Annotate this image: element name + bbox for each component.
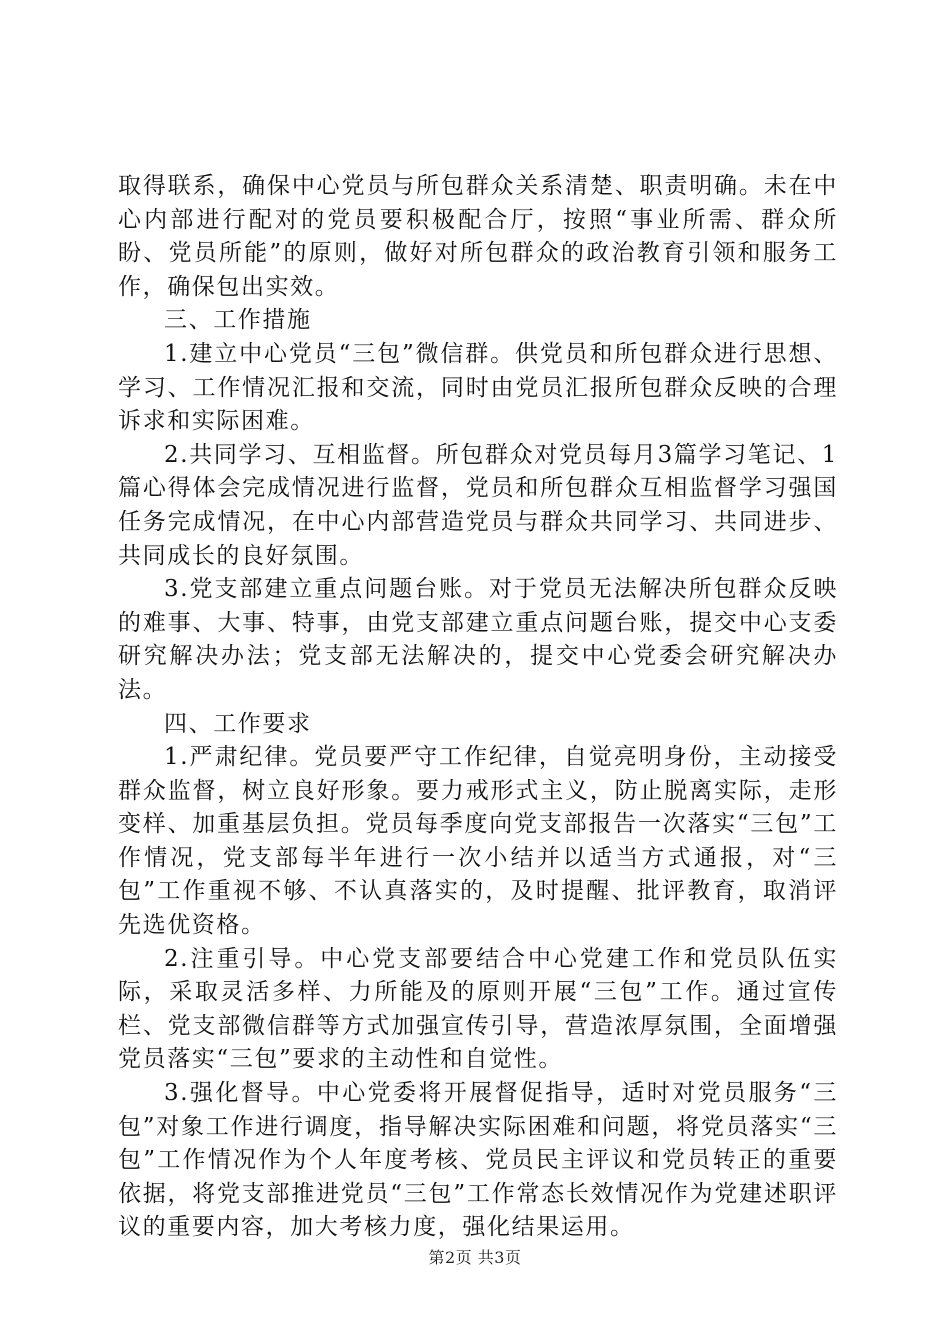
section-heading-requirements: 四、工作要求	[164, 710, 312, 737]
paragraph-requirement-1: 1.严肃纪律。党员要严守工作纪律，自觉亮明身份，主动接受群众监督，树立良好形象。要力戒形式主义，防止脱离实际，走形变样、加重基层负担。党员每季度向党支部报告一次落实“三包”工作情况，党支部每半年进行一次小结并以适当方式通报，对“三包”工作重视不够、不认真落实的，及时提醒、批评教育，取消评先选优资格。	[118, 744, 838, 939]
paragraph-requirement-2: 2.注重引导。中心党支部要结合中心党建工作和党员队伍实际，采取灵活多样、力所能及的原则开展“三包”工作。通过宣传栏、党支部微信群等方式加强宣传引导，营造浓厚氛围，全面增强党员落实“三包”要求的主动性和自觉性。	[118, 945, 838, 1073]
paragraph-requirement-3: 3.强化督导。中心党委将开展督促指导，适时对党员服务“三包”对象工作进行调度，指导解决实际困难和问题，将党员落实“三包”工作情况作为个人年度考核、党员民主评议和党员转正的重要依据，将党支部推进党员“三包”工作常态长效情况作为党建述职评议的重要内容，加大考核力度，强化结果运用。	[118, 1080, 838, 1241]
section-heading-measures: 三、工作措施	[164, 307, 312, 334]
page-number-footer: 第2页 共3页	[428, 1248, 522, 1267]
paragraph-measure-2: 2.共同学习、互相监督。所包群众对党员每月3篇学习笔记、1篇心得体会完成情况进行监督，党员和所包群众互相监督学习强国任务完成情况，在中心内部营造党员与群众共同学习、共同进步、共同成长的良好氛围。	[118, 441, 838, 569]
paragraph-continuation: 取得联系，确保中心党员与所包群众关系清楚、职责明确。未在中心内部进行配对的党员要积极配合厅，按照“事业所需、群众所盼、党员所能”的原则，做好对所包群众的政治教育引领和服务工作，确保包出实效。	[118, 173, 838, 300]
paragraph-measure-3: 3.党支部建立重点问题台账。对于党员无法解决所包群众反映的难事、大事、特事，由党支部建立重点问题台账，提交中心支委研究解决办法；党支部无法解决的，提交中心党委会研究解决办法。	[118, 576, 838, 703]
paragraph-measure-1: 1.建立中心党员“三包”微信群。供党员和所包群众进行思想、学习、工作情况汇报和交流，同时由党员汇报所包群众反映的合理诉求和实际困难。	[118, 340, 838, 435]
document-body	[118, 170, 838, 1245]
